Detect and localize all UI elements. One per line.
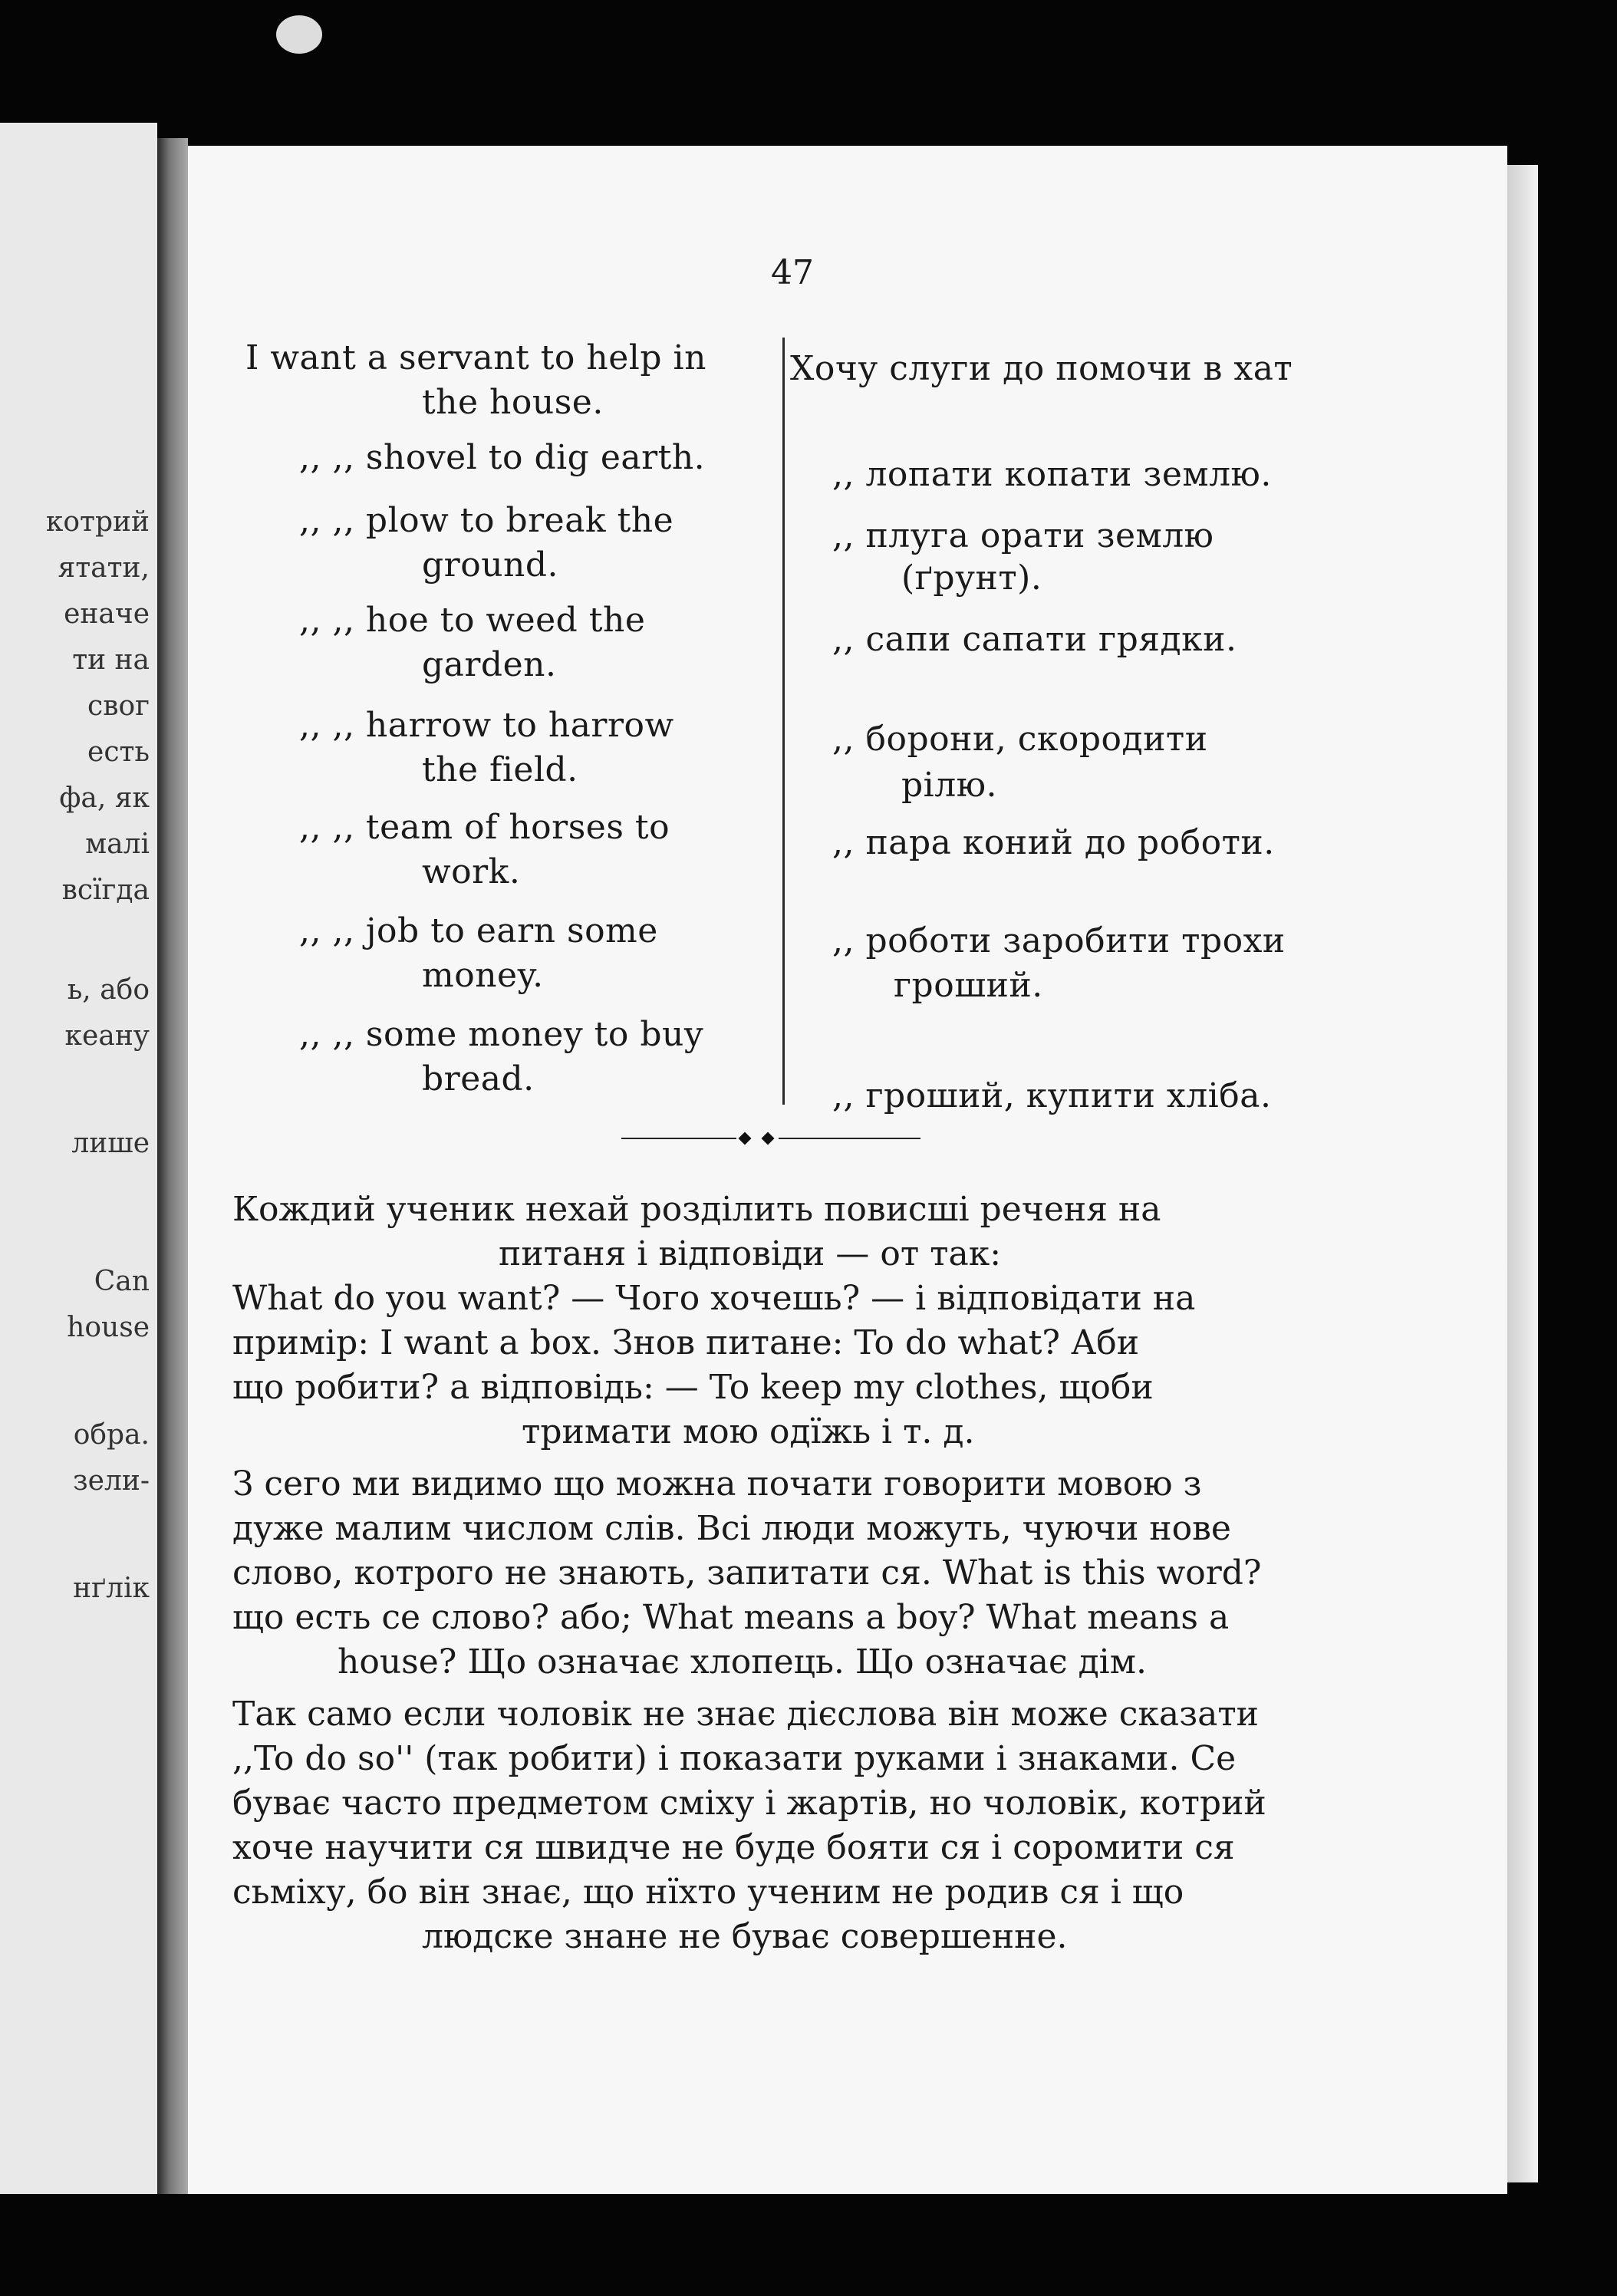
paragraph-line: сьміху, бо він знає, що нїхто ученим не родив ся і що bbox=[232, 1873, 1184, 1912]
english-line: ,, ,, team of horses to bbox=[299, 808, 670, 847]
paragraph-line: Так само если чоловік не знає дієслова він може сказати bbox=[232, 1695, 1260, 1734]
paragraph-line: ,,To do so'' (так робити) і показати руками і знаками. Се bbox=[232, 1739, 1237, 1778]
left-page-text: ти на bbox=[72, 644, 150, 676]
column-divider bbox=[782, 338, 785, 1105]
paragraph-line: дуже малим числом слів. Всі люди можуть, чуючи нове bbox=[232, 1509, 1231, 1548]
paragraph-line: питаня і відповіди — от так: bbox=[499, 1234, 1002, 1273]
english-line: ,, ,, plow to break the bbox=[299, 501, 674, 540]
ornamental-divider bbox=[621, 1134, 920, 1143]
paragraph-line: примір: I want a box. Знов питане: To do what? Аби bbox=[232, 1323, 1140, 1362]
ukrainian-line: ,, борони, скородити bbox=[832, 720, 1208, 759]
left-page-text: еначе bbox=[64, 598, 150, 630]
paragraph-line: What do you want? — Чого хочешь? — і відповідати на bbox=[232, 1279, 1196, 1318]
left-page-fragment bbox=[0, 123, 157, 2194]
left-page-text: есть bbox=[87, 736, 150, 768]
left-page-text: зели- bbox=[73, 1465, 150, 1497]
ukrainian-line: ,, сапи сапати грядки. bbox=[832, 620, 1237, 659]
english-line: the house. bbox=[422, 383, 604, 422]
paragraph-line: house? Що означає хлопець. Що означає дім. bbox=[338, 1642, 1147, 1682]
english-line: work. bbox=[422, 852, 521, 891]
dust-speck bbox=[276, 15, 322, 54]
left-page-text: обра. bbox=[73, 1419, 150, 1451]
left-page-text: свог bbox=[87, 690, 150, 722]
ukrainian-line: гроший. bbox=[894, 966, 1043, 1005]
left-page-text: малі bbox=[85, 828, 150, 860]
left-page-text: ятати, bbox=[58, 552, 150, 584]
english-line: the field. bbox=[422, 750, 578, 789]
english-line: garden. bbox=[422, 645, 557, 684]
paragraph-line: тримати мою одїжь і т. д. bbox=[522, 1412, 975, 1451]
left-page-text: кеану bbox=[64, 1020, 150, 1052]
left-page-text: Can bbox=[94, 1266, 150, 1297]
english-line: I want a servant to help in bbox=[245, 338, 706, 377]
english-line: ground. bbox=[422, 545, 559, 585]
left-page-text: фа, як bbox=[59, 782, 150, 814]
book-gutter-shadow bbox=[157, 138, 188, 2194]
left-page-text: house bbox=[67, 1312, 150, 1343]
left-page-text: котрий bbox=[45, 506, 150, 538]
english-line: ,, ,, shovel to dig earth. bbox=[299, 438, 706, 477]
english-line: ,, ,, some money to buy bbox=[299, 1015, 704, 1054]
paragraph-line: що есть се слово? або; What means a boy? What means a bbox=[232, 1598, 1230, 1637]
paragraph-line: буває часто предметом сміху і жартів, но чоловік, котрий bbox=[232, 1784, 1266, 1823]
left-page-text: нґлік bbox=[73, 1573, 150, 1604]
ukrainian-line: ,, гроший, купити хліба. bbox=[832, 1076, 1272, 1115]
page-edge bbox=[1507, 165, 1538, 2182]
paragraph-line: Кождий ученик нехай розділить повисші реченя на bbox=[232, 1190, 1161, 1229]
paragraph-line: З сего ми видимо що можна почати говорити мовою з bbox=[232, 1464, 1202, 1504]
paragraph-line: слово, котрого не знають, запитати ся. What is this word? bbox=[232, 1553, 1262, 1593]
left-page-text: лише bbox=[71, 1128, 150, 1159]
ukrainian-line: ,, пара коний до роботи. bbox=[832, 823, 1275, 862]
english-line: money. bbox=[422, 956, 544, 995]
paragraph-line: людске знане не буває совершенне. bbox=[422, 1917, 1068, 1956]
english-line: ,, ,, harrow to harrow bbox=[299, 706, 674, 745]
english-line: bread. bbox=[422, 1059, 535, 1099]
ukrainian-line: Хочу слуги до помочи в хат bbox=[790, 349, 1293, 388]
ukrainian-line: ,, плуга орати землю bbox=[832, 516, 1214, 555]
paragraph-line: що робити? а відповідь: — To keep my clothes, щоби bbox=[232, 1368, 1154, 1407]
page-number: 47 bbox=[771, 253, 814, 292]
ukrainian-line: рілю. bbox=[901, 766, 997, 805]
ukrainian-line: ,, роботи заробити трохи bbox=[832, 921, 1286, 960]
english-line: ,, ,, job to earn some bbox=[299, 911, 658, 950]
paragraph-line: хоче научити ся швидче не буде бояти ся і соромити ся bbox=[232, 1828, 1235, 1867]
ukrainian-line: ,, лопати копати землю. bbox=[832, 455, 1272, 494]
left-page-text: всїгда bbox=[61, 875, 150, 906]
english-line: ,, ,, hoe to weed the bbox=[299, 601, 646, 640]
left-page-text: ь, або bbox=[67, 974, 150, 1006]
ukrainian-line: (ґрунт). bbox=[901, 558, 1042, 598]
